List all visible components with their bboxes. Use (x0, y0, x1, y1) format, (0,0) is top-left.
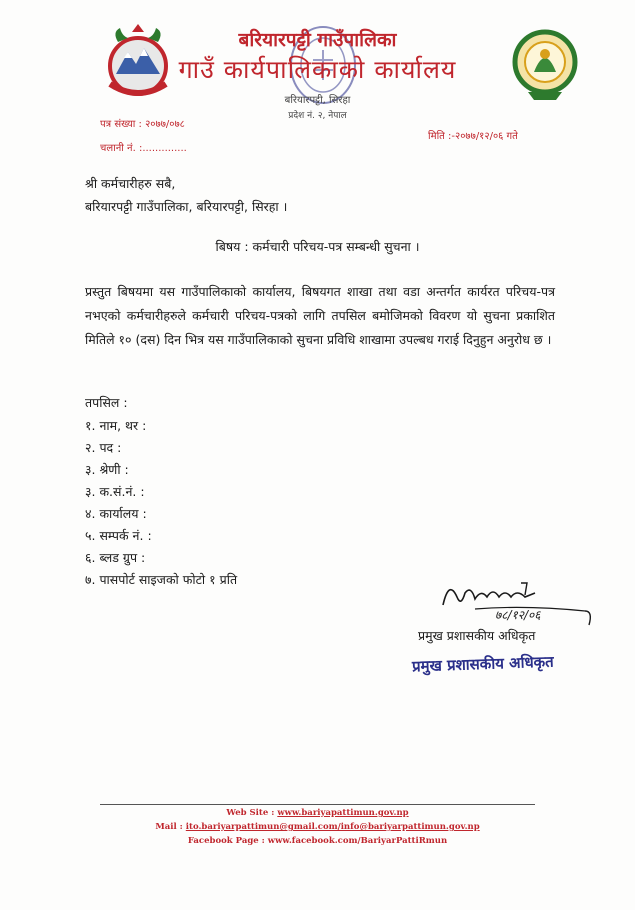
list-item: ३. क.सं.नं. : (85, 484, 145, 499)
footer-website (0, 808, 635, 818)
body-paragraph: प्रस्तुत बिषयमा यस गाउँपालिकाको कार्यालय, बिषयगत शाखा तथा वडा अन्तर्गत कार्यरत परिचय-पत्र नभएको कर्मचारीहरुले कर्मचारी परिचय-पत्रको लागि तपसिल बमोजिमको विवरण यो सुचना प्रकाशित मितिले १० (दस) दिन भित्र यस गाउँपालिकाको सुचना प्रविधि शाखामा उपल्बध गराई दिनुहुन अनुरोध छ । (85, 284, 555, 347)
address-line-1: बरियारपट्टी, सिरहा (284, 95, 351, 106)
municipality-logo-icon (510, 24, 580, 104)
list-item: ७. पासपोर्ट साइजको फोटो १ प्रति (85, 572, 238, 587)
facebook-link[interactable]: www.facebook.com/BariyarPattiRmun (267, 836, 448, 846)
mail-label: Mail : (155, 822, 183, 832)
list-item: ६. ब्लड ग्रुप : (85, 550, 146, 565)
facebook-label: Facebook Page : (187, 836, 265, 846)
recipient-line-2: बरियारपट्टी गाउँपालिका, बरियारपट्टी, सिरहा । (85, 199, 288, 214)
signatory-title: प्रमुख प्रशासकीय अधिकृत (418, 628, 536, 643)
office-title: गाउँ कार्यपालिकाको कार्यालय (178, 55, 457, 84)
letter-number: पत्र संख्या : २०७७/०७८ (100, 119, 185, 130)
recipient-line-1: श्री कर्मचारीहरु सबै, (85, 176, 176, 191)
website-label: Web Site : (226, 808, 275, 818)
footer-divider (100, 804, 535, 805)
list-item: १. नाम, थर : (85, 418, 147, 433)
list-item: ५. सम्पर्क नं. : (85, 528, 152, 543)
list-item: ४. कार्यालय : (85, 506, 147, 521)
footer-facebook (0, 836, 635, 846)
subject-line: बिषय : कर्मचारी परिचय-पत्र सम्बन्धी सुचना । (215, 239, 420, 254)
letter-date: मिति :-२०७७/१२/०६ गते (428, 131, 518, 142)
signatory-stamp: प्रमुख प्रशासकीय अधिकृत (411, 652, 555, 676)
signature-date: ७८/१२/०६ (495, 608, 541, 622)
mail-link[interactable]: ito.bariyarpattimun@gmail.com/info@bariyarpattimun.gov.np (185, 822, 480, 832)
footer-mail (0, 822, 635, 832)
address-line-2: प्रदेश नं. २, नेपाल (288, 111, 347, 121)
handwritten-signature-icon (435, 575, 605, 635)
tapsil-heading: तपसिल : (85, 395, 128, 410)
website-link[interactable]: www.bariyapattimun.gov.np (277, 808, 409, 818)
org-name: बरियारपट्टी गाउँपालिका (238, 29, 397, 51)
list-item: ३. श्रेणी : (85, 462, 129, 477)
dispatch-number: चलानी नं. :.............. (100, 143, 187, 154)
list-item: २. पद : (85, 440, 122, 455)
